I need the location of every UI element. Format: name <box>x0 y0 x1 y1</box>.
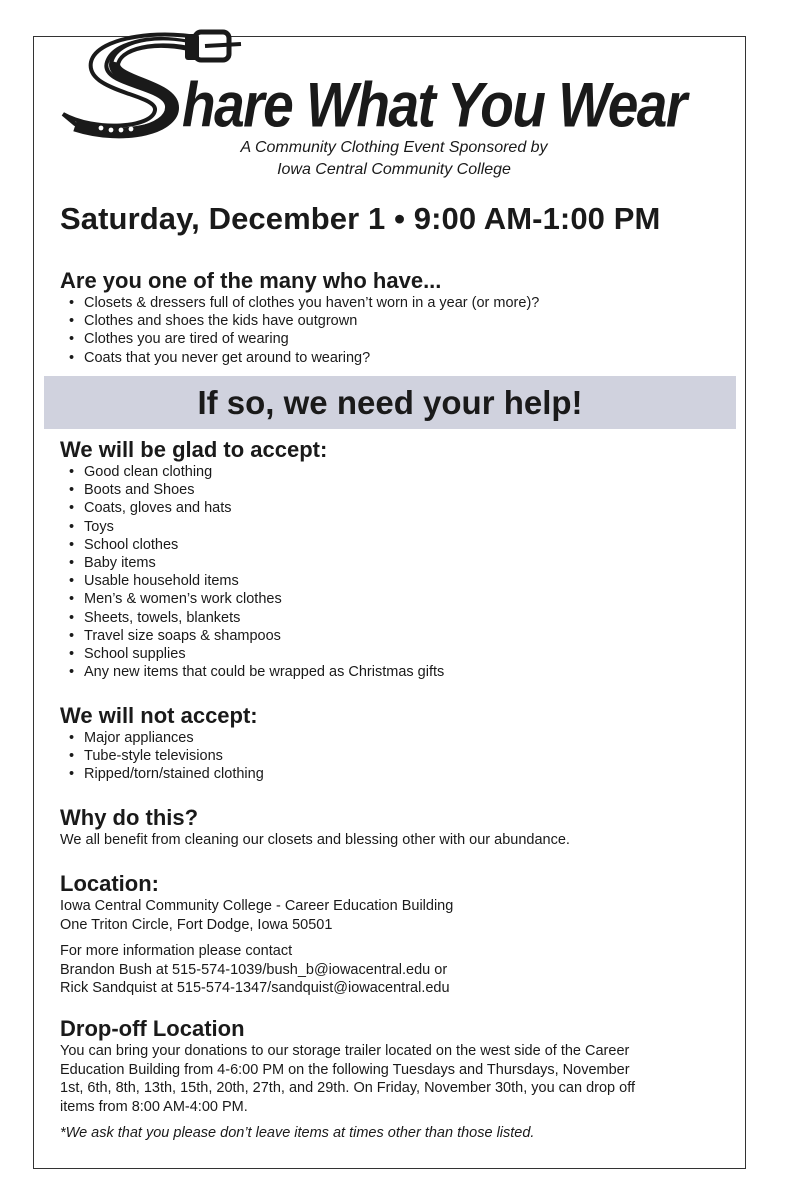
list-item: • Coats that you never get around to wearing? <box>60 349 740 367</box>
contact-line-1: Brandon Bush at 515-574-1039/bush_b@iowacentral.edu or <box>60 961 448 978</box>
list-item: • Major appliances <box>60 729 740 747</box>
why-heading: Why do this? <box>60 805 199 830</box>
reject-list <box>60 729 740 784</box>
location-section <box>60 871 740 998</box>
location-heading: Location: <box>60 871 159 896</box>
list-item: • Baby items <box>60 554 740 572</box>
list-item: • Men’s & women’s work clothes <box>60 590 740 608</box>
why-text: We all benefit from cleaning our closets and blessing other with our abundance. <box>60 832 570 848</box>
dropoff-line: Education Building from 4-6:00 PM on the following Tuesdays and Thursdays, November <box>60 1061 630 1078</box>
list-item: • Boots and Shoes <box>60 481 740 499</box>
reject-heading: We will not accept: <box>60 703 258 728</box>
list-item: • Ripped/torn/stained clothing <box>60 765 740 783</box>
dropoff-line: items from 8:00 AM-4:00 PM. <box>60 1098 248 1115</box>
sponsor-text <box>0 137 788 181</box>
intro-section <box>60 268 740 367</box>
page-title: hare What You Wear <box>182 69 686 141</box>
accept-heading: We will be glad to accept: <box>60 437 328 462</box>
list-item: • Travel size soaps & shampoos <box>60 627 740 645</box>
dropoff-heading: Drop-off Location <box>60 1016 245 1041</box>
accept-section <box>60 437 740 681</box>
dropoff-line: 1st, 6th, 8th, 13th, 15th, 20th, 27th, and 29th. On Friday, November 30th, you can drop off <box>60 1080 635 1096</box>
accept-list <box>60 463 740 681</box>
event-date-time: Saturday, December 1 • 9:00 AM-1:00 PM <box>60 201 661 236</box>
contact-line-2: Rick Sandquist at 515-574-1347/sandquist@iowacentral.edu <box>60 980 450 996</box>
list-item: • Usable household items <box>60 572 740 590</box>
intro-heading: Are you one of the many who have... <box>60 268 442 293</box>
dropoff-section <box>60 1016 740 1142</box>
location-line-2: One Triton Circle, Fort Dodge, Iowa 50501 <box>60 916 333 933</box>
list-item: • Toys <box>60 518 740 536</box>
why-section <box>60 805 740 850</box>
list-item: • School clothes <box>60 536 740 554</box>
reject-section <box>60 703 740 784</box>
sponsor-line-2: Iowa Central Community College <box>277 161 511 178</box>
list-item: • Coats, gloves and hats <box>60 499 740 517</box>
sponsor-line-1: A Community Clothing Event Sponsored by <box>240 139 548 156</box>
list-item: • Clothes you are tired of wearing <box>60 330 740 348</box>
dropoff-note: *We ask that you please don’t leave items at times other than those listed. <box>60 1125 535 1141</box>
list-item: • Sheets, towels, blankets <box>60 609 740 627</box>
intro-list <box>60 294 740 367</box>
list-item: • Clothes and shoes the kids have outgrown <box>60 312 740 330</box>
title-header <box>55 28 735 141</box>
list-item: • Good clean clothing <box>60 463 740 481</box>
location-line-1: Iowa Central Community College - Career Education Building <box>60 898 454 914</box>
list-item: • Tube-style televisions <box>60 747 740 765</box>
help-banner: If so, we need your help! <box>44 376 736 429</box>
dropoff-line: You can bring your donations to our storage trailer located on the west side of the Career <box>60 1043 630 1059</box>
list-item: • Any new items that could be wrapped as Christmas gifts <box>60 663 740 681</box>
list-item: • School supplies <box>60 645 740 663</box>
list-item: • Closets & dressers full of clothes you haven’t worn in a year (or more)? <box>60 294 740 312</box>
contact-intro: For more information please contact <box>60 943 293 959</box>
